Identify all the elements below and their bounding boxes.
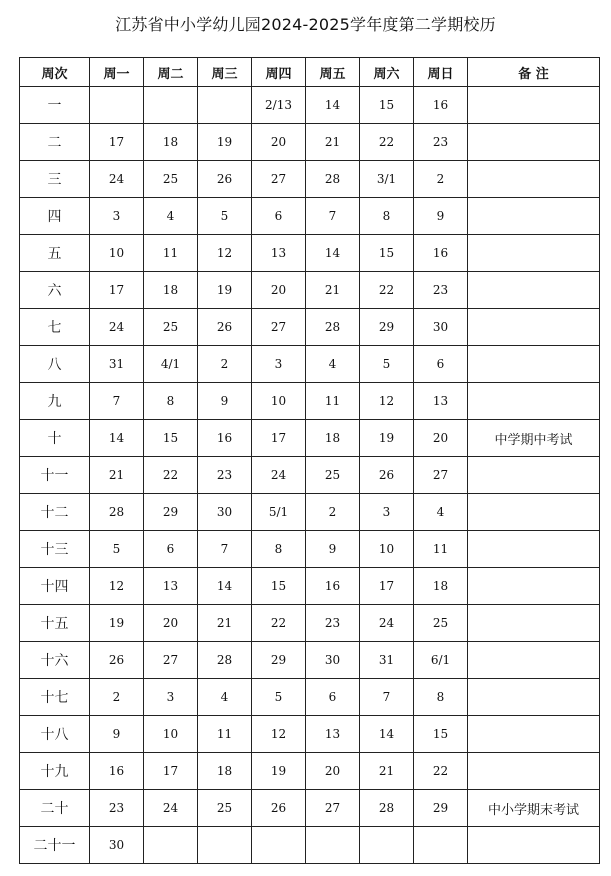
date-cell-tue: 27 [144, 642, 198, 679]
date-cell-wed: 19 [198, 272, 252, 309]
table-row [20, 198, 600, 235]
table-header [20, 58, 600, 87]
week-number-cell: 十九 [20, 753, 90, 790]
date-cell-sun: 11 [414, 531, 468, 568]
date-cell-sat: 26 [360, 457, 414, 494]
date-cell-thu: 2/13 [252, 87, 306, 124]
date-cell-tue: 29 [144, 494, 198, 531]
date-cell-fri: 28 [306, 161, 360, 198]
date-cell-sun: 2 [414, 161, 468, 198]
note-cell: 中小学期末考试 [468, 790, 600, 827]
date-cell-tue: 6 [144, 531, 198, 568]
date-cell-thu: 13 [252, 235, 306, 272]
date-cell-wed: 2 [198, 346, 252, 383]
date-cell-tue: 17 [144, 753, 198, 790]
note-cell [468, 494, 600, 531]
date-cell-mon: 17 [90, 124, 144, 161]
date-cell-tue: 3 [144, 679, 198, 716]
school-calendar-table [19, 57, 600, 864]
date-cell-sun: 4 [414, 494, 468, 531]
date-cell-thu: 27 [252, 309, 306, 346]
date-cell-thu [252, 827, 306, 864]
note-cell: 中学期中考试 [468, 420, 600, 457]
note-cell [468, 679, 600, 716]
date-cell-mon: 17 [90, 272, 144, 309]
date-cell-tue: 18 [144, 272, 198, 309]
date-cell-mon: 19 [90, 605, 144, 642]
note-cell [468, 272, 600, 309]
date-cell-sun: 16 [414, 87, 468, 124]
note-cell [468, 161, 600, 198]
date-cell-thu: 10 [252, 383, 306, 420]
date-cell-sun: 30 [414, 309, 468, 346]
note-cell [468, 568, 600, 605]
date-cell-sat: 15 [360, 87, 414, 124]
week-number-cell: 七 [20, 309, 90, 346]
table-row [20, 494, 600, 531]
week-number-cell: 十八 [20, 716, 90, 753]
week-number-cell: 十四 [20, 568, 90, 605]
date-cell-sat: 19 [360, 420, 414, 457]
date-cell-thu: 26 [252, 790, 306, 827]
header-thu: 周四 [252, 58, 306, 87]
date-cell-sun: 27 [414, 457, 468, 494]
date-cell-mon: 16 [90, 753, 144, 790]
date-cell-sat [360, 827, 414, 864]
date-cell-sat: 24 [360, 605, 414, 642]
date-cell-thu: 19 [252, 753, 306, 790]
date-cell-thu: 27 [252, 161, 306, 198]
table-row [20, 383, 600, 420]
date-cell-sun: 13 [414, 383, 468, 420]
date-cell-tue [144, 87, 198, 124]
date-cell-sun: 9 [414, 198, 468, 235]
date-cell-sun: 15 [414, 716, 468, 753]
date-cell-wed: 5 [198, 198, 252, 235]
date-cell-tue: 25 [144, 161, 198, 198]
date-cell-thu: 8 [252, 531, 306, 568]
date-cell-thu: 24 [252, 457, 306, 494]
date-cell-wed: 9 [198, 383, 252, 420]
date-cell-mon: 10 [90, 235, 144, 272]
week-number-cell: 十五 [20, 605, 90, 642]
date-cell-sat: 8 [360, 198, 414, 235]
date-cell-thu: 5 [252, 679, 306, 716]
table-row [20, 161, 600, 198]
header-notes: 备 注 [468, 58, 600, 87]
date-cell-sat: 7 [360, 679, 414, 716]
date-cell-sun: 22 [414, 753, 468, 790]
date-cell-sat: 15 [360, 235, 414, 272]
date-cell-sat: 22 [360, 124, 414, 161]
table-row [20, 753, 600, 790]
date-cell-thu: 22 [252, 605, 306, 642]
week-number-cell: 十一 [20, 457, 90, 494]
date-cell-fri: 4 [306, 346, 360, 383]
date-cell-sat: 3 [360, 494, 414, 531]
note-cell [468, 827, 600, 864]
table-row [20, 235, 600, 272]
header-sat: 周六 [360, 58, 414, 87]
header-tue: 周二 [144, 58, 198, 87]
date-cell-wed: 23 [198, 457, 252, 494]
week-number-cell: 九 [20, 383, 90, 420]
date-cell-tue: 4/1 [144, 346, 198, 383]
table-row [20, 124, 600, 161]
note-cell [468, 383, 600, 420]
date-cell-thu: 5/1 [252, 494, 306, 531]
table-row [20, 605, 600, 642]
date-cell-fri: 14 [306, 235, 360, 272]
date-cell-wed: 28 [198, 642, 252, 679]
table-row [20, 790, 600, 827]
date-cell-fri: 20 [306, 753, 360, 790]
table-row [20, 272, 600, 309]
date-cell-mon: 9 [90, 716, 144, 753]
date-cell-wed: 25 [198, 790, 252, 827]
date-cell-sun: 16 [414, 235, 468, 272]
date-cell-sat: 5 [360, 346, 414, 383]
date-cell-wed: 12 [198, 235, 252, 272]
date-cell-mon: 7 [90, 383, 144, 420]
date-cell-wed: 30 [198, 494, 252, 531]
header-fri: 周五 [306, 58, 360, 87]
week-number-cell: 十三 [20, 531, 90, 568]
date-cell-thu: 17 [252, 420, 306, 457]
date-cell-tue: 8 [144, 383, 198, 420]
date-cell-tue: 24 [144, 790, 198, 827]
date-cell-tue [144, 827, 198, 864]
week-number-cell: 六 [20, 272, 90, 309]
date-cell-thu: 3 [252, 346, 306, 383]
date-cell-tue: 22 [144, 457, 198, 494]
table-row [20, 531, 600, 568]
table-row [20, 457, 600, 494]
header-week: 周次 [20, 58, 90, 87]
date-cell-sun: 18 [414, 568, 468, 605]
table-row [20, 679, 600, 716]
date-cell-sat: 17 [360, 568, 414, 605]
date-cell-mon: 14 [90, 420, 144, 457]
week-number-cell: 一 [20, 87, 90, 124]
table-row [20, 87, 600, 124]
table-row [20, 420, 600, 457]
date-cell-mon: 26 [90, 642, 144, 679]
date-cell-sun: 6/1 [414, 642, 468, 679]
date-cell-sun: 23 [414, 124, 468, 161]
note-cell [468, 87, 600, 124]
date-cell-mon: 2 [90, 679, 144, 716]
date-cell-wed: 4 [198, 679, 252, 716]
date-cell-sun: 25 [414, 605, 468, 642]
note-cell [468, 124, 600, 161]
date-cell-thu: 6 [252, 198, 306, 235]
date-cell-sun: 20 [414, 420, 468, 457]
date-cell-sat: 28 [360, 790, 414, 827]
date-cell-mon: 3 [90, 198, 144, 235]
date-cell-thu: 29 [252, 642, 306, 679]
header-wed: 周三 [198, 58, 252, 87]
week-number-cell: 八 [20, 346, 90, 383]
note-cell [468, 346, 600, 383]
date-cell-fri: 14 [306, 87, 360, 124]
note-cell [468, 605, 600, 642]
date-cell-sun [414, 827, 468, 864]
date-cell-fri: 6 [306, 679, 360, 716]
note-cell [468, 531, 600, 568]
week-number-cell: 二十一 [20, 827, 90, 864]
date-cell-fri: 18 [306, 420, 360, 457]
date-cell-thu: 15 [252, 568, 306, 605]
date-cell-sat: 22 [360, 272, 414, 309]
date-cell-wed: 7 [198, 531, 252, 568]
date-cell-mon: 5 [90, 531, 144, 568]
week-number-cell: 二十 [20, 790, 90, 827]
date-cell-sat: 14 [360, 716, 414, 753]
date-cell-fri: 30 [306, 642, 360, 679]
note-cell [468, 753, 600, 790]
date-cell-tue: 13 [144, 568, 198, 605]
date-cell-wed: 26 [198, 161, 252, 198]
date-cell-mon [90, 87, 144, 124]
date-cell-mon: 24 [90, 309, 144, 346]
date-cell-fri: 21 [306, 272, 360, 309]
date-cell-fri: 7 [306, 198, 360, 235]
header-row [20, 58, 600, 87]
date-cell-tue: 11 [144, 235, 198, 272]
date-cell-thu: 12 [252, 716, 306, 753]
note-cell [468, 198, 600, 235]
date-cell-wed: 19 [198, 124, 252, 161]
note-cell [468, 235, 600, 272]
date-cell-fri: 11 [306, 383, 360, 420]
note-cell [468, 642, 600, 679]
date-cell-tue: 4 [144, 198, 198, 235]
date-cell-wed: 21 [198, 605, 252, 642]
table-row [20, 346, 600, 383]
date-cell-mon: 23 [90, 790, 144, 827]
date-cell-fri: 21 [306, 124, 360, 161]
date-cell-thu: 20 [252, 272, 306, 309]
date-cell-fri [306, 827, 360, 864]
date-cell-fri: 9 [306, 531, 360, 568]
date-cell-sat: 21 [360, 753, 414, 790]
header-sun: 周日 [414, 58, 468, 87]
date-cell-thu: 20 [252, 124, 306, 161]
date-cell-mon: 28 [90, 494, 144, 531]
date-cell-tue: 18 [144, 124, 198, 161]
note-cell [468, 457, 600, 494]
date-cell-fri: 16 [306, 568, 360, 605]
week-number-cell: 十二 [20, 494, 90, 531]
table-row [20, 309, 600, 346]
date-cell-wed: 11 [198, 716, 252, 753]
table-row [20, 716, 600, 753]
week-number-cell: 三 [20, 161, 90, 198]
week-number-cell: 十六 [20, 642, 90, 679]
date-cell-wed [198, 87, 252, 124]
week-number-cell: 四 [20, 198, 90, 235]
date-cell-sat: 31 [360, 642, 414, 679]
date-cell-mon: 21 [90, 457, 144, 494]
date-cell-fri: 25 [306, 457, 360, 494]
date-cell-mon: 30 [90, 827, 144, 864]
date-cell-tue: 10 [144, 716, 198, 753]
date-cell-wed: 26 [198, 309, 252, 346]
date-cell-sat: 10 [360, 531, 414, 568]
table-row [20, 827, 600, 864]
date-cell-fri: 2 [306, 494, 360, 531]
date-cell-mon: 31 [90, 346, 144, 383]
date-cell-wed: 16 [198, 420, 252, 457]
week-number-cell: 十 [20, 420, 90, 457]
date-cell-wed: 14 [198, 568, 252, 605]
date-cell-wed [198, 827, 252, 864]
week-number-cell: 二 [20, 124, 90, 161]
date-cell-fri: 13 [306, 716, 360, 753]
date-cell-fri: 23 [306, 605, 360, 642]
date-cell-sat: 29 [360, 309, 414, 346]
date-cell-mon: 24 [90, 161, 144, 198]
page-title: 江苏省中小学幼儿园2024-2025学年度第二学期校历 [115, 15, 496, 34]
date-cell-sun: 23 [414, 272, 468, 309]
note-cell [468, 716, 600, 753]
table-row [20, 642, 600, 679]
table-body [20, 87, 600, 864]
date-cell-sat: 3/1 [360, 161, 414, 198]
header-mon: 周一 [90, 58, 144, 87]
date-cell-wed: 18 [198, 753, 252, 790]
date-cell-sun: 6 [414, 346, 468, 383]
week-number-cell: 十七 [20, 679, 90, 716]
date-cell-tue: 15 [144, 420, 198, 457]
note-cell [468, 309, 600, 346]
table-row [20, 568, 600, 605]
date-cell-mon: 12 [90, 568, 144, 605]
date-cell-tue: 25 [144, 309, 198, 346]
date-cell-fri: 27 [306, 790, 360, 827]
week-number-cell: 五 [20, 235, 90, 272]
date-cell-fri: 28 [306, 309, 360, 346]
date-cell-sat: 12 [360, 383, 414, 420]
date-cell-sun: 29 [414, 790, 468, 827]
date-cell-tue: 20 [144, 605, 198, 642]
date-cell-sun: 8 [414, 679, 468, 716]
